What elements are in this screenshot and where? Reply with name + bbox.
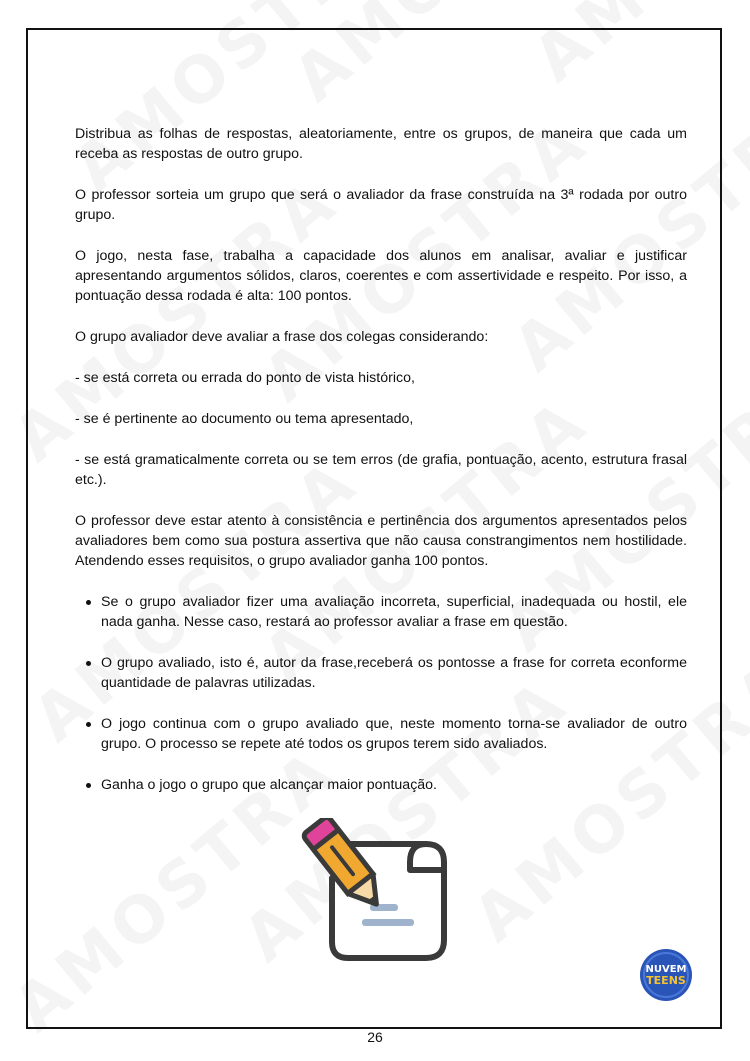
- paragraph: O professor sorteia um grupo que será o avaliador da frase construída na 3ª rodada por outro grupo.: [75, 187, 687, 223]
- bullet-list: [75, 592, 687, 795]
- criteria-item: - se está correta ou errada do ponto de vista histórico,: [75, 370, 415, 386]
- bullet-icon: [86, 661, 91, 666]
- paragraph: O grupo avaliador deve avaliar a frase dos colegas considerando:: [75, 329, 489, 345]
- list-item: Se o grupo avaliador fizer uma avaliação incorreta, superficial, inadequada ou hostil, ele nada ganha. Nesse caso, restará ao professor avaliar a frase em questão.: [75, 592, 687, 632]
- criteria-item: - se é pertinente ao documento ou tema apresentado,: [75, 411, 414, 427]
- svg-text:NUVEM: NUVEM: [645, 964, 687, 975]
- bullet-icon: [86, 722, 91, 727]
- pencil-paper-icon: [298, 818, 453, 963]
- paragraph: Distribua as folhas de respostas, aleatoriamente, entre os grupos, de maneira que cada um receba as respostas de outro grupo.: [75, 126, 687, 162]
- paragraph: O jogo, nesta fase, trabalha a capacidade dos alunos em analisar, avaliar e justificar apresentando argumentos sólidos, claros, coerentes e com assertividade e respeito. Por isso, a pontuação dessa rodada é alta: 100 pontos.: [75, 248, 687, 304]
- page-number: 26: [367, 1029, 383, 1045]
- bullet-icon: [86, 600, 91, 605]
- bullet-icon: [86, 783, 91, 788]
- paragraph: O professor deve estar atento à consistência e pertinência dos argumentos apresentados pelos avaliadores bem como sua postura assertiva que não causa constrangimentos nem hostilidade. Atendendo esses requisitos, o grupo avaliador ganha 100 pontos.: [75, 513, 687, 569]
- list-item: O grupo avaliado, isto é, autor da frase,receberá os pontosse a frase for correta econforme quantidade de palavras utilizadas.: [75, 653, 687, 693]
- document-body: [75, 124, 687, 795]
- nuvem-teens-logo: [638, 947, 694, 1003]
- criteria-item: - se está gramaticalmente correta ou se tem erros (de grafia, pontuação, acento, estrutura frasal etc.).: [75, 452, 687, 488]
- list-item: O jogo continua com o grupo avaliado que, neste momento torna-se avaliador de outro grupo. O processo se repete até todos os grupos terem sido avaliados.: [75, 714, 687, 754]
- list-item: Ganha o jogo o grupo que alcançar maior pontuação.: [75, 775, 687, 795]
- svg-text:TEENS: TEENS: [646, 974, 686, 987]
